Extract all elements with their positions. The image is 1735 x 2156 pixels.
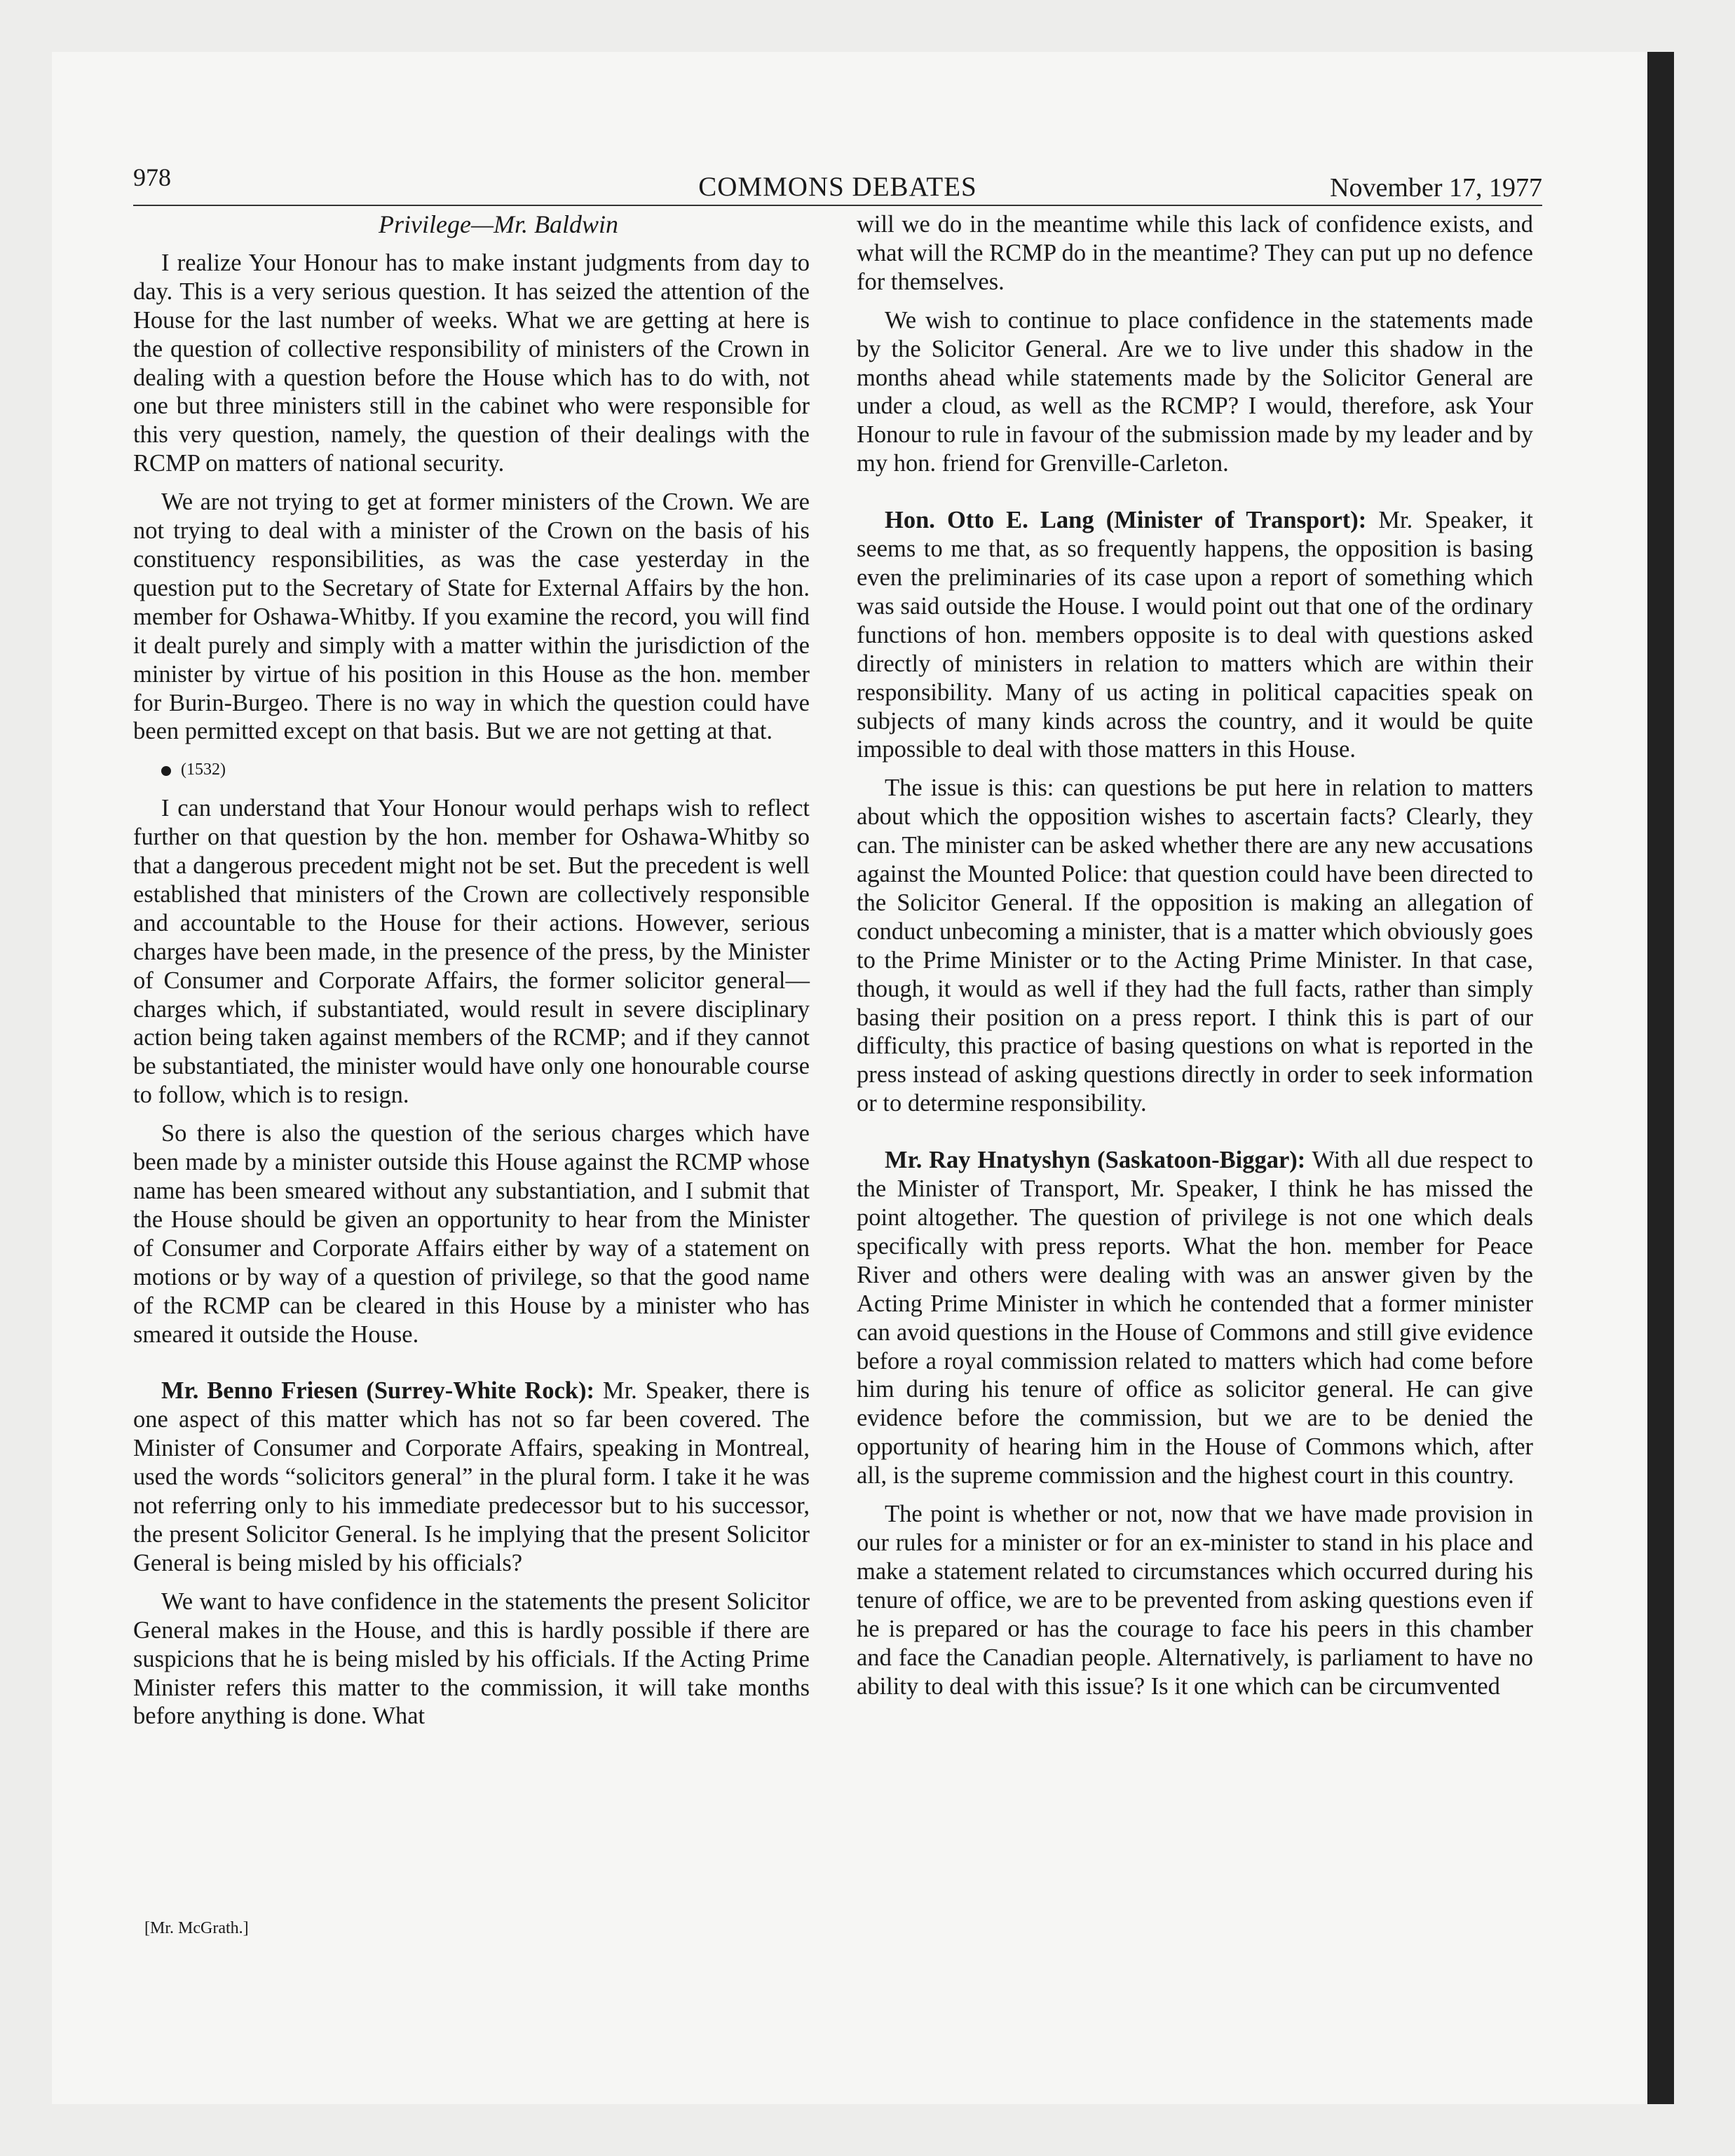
speaker-name: Mr. Benno Friesen (Surrey-White Rock):: [161, 1377, 594, 1405]
paragraph: I realize Your Honour has to make instant judgments from day to day. This is a very serious question. It has seized the attention of the House for the last number of weeks. What we are getting at here is the question of collective responsibility of ministers of the Crown in dealing with a question before the House which has to do with, not one but three ministers still in the cabinet who were responsible for this very question, namely, the question of their dealings with the RCMP on matters of national security.: [133, 249, 810, 477]
timestamp: (1532): [181, 760, 226, 779]
spacer: [857, 488, 1533, 506]
paragraph: So there is also the question of the serious charges which have been made by a minister outside this House against the RCMP whose name has been smeared without any substantiation, and I submit that the House should be given an opportunity to hear from the Minister of Consumer and Corporate Affairs either by way of a statement on motions or by way of a question of privilege, so that the good name of the RCMP can be cleared in this House by a minister who has smeared it outside the House.: [133, 1120, 810, 1348]
paragraph: The point is whether or not, now that we have made provision in our rules for a minister or for an ex-minister to stand in his place and make a statement related to circumstances which occurred during his tenure of office, we are to be prevented from asking questions even if he is prepared or has the courage to face his peers in this chamber and face the Canadian people. Alternatively, is parliament to have no ability to deal with this issue? Is it one which can be circumvented: [857, 1501, 1533, 1700]
footnote: [Mr. McGrath.]: [144, 1919, 249, 1937]
timestamp-marker: [133, 756, 810, 784]
paragraph: We are not trying to get at former ministers of the Crown. We are not trying to deal with a minister of the Crown on the basis of his constituency responsibilities, as was the case yesterday in the question put to the Secretary of State for External Affairs by the hon. member for Oshawa-Whitby. If you examine the record, you will find it dealt purely and simply with a matter within the jurisdiction of the minister by virtue of his position in this House as the hon. member for Burin-Burgeo. There is no way in which the question could have been permitted except on that basis. But we are not getting at that.: [133, 489, 810, 745]
spacer: [133, 1358, 810, 1377]
journal-title: COMMONS DEBATES: [698, 172, 977, 202]
left-column: [133, 210, 810, 1740]
speech-text: Mr. Speaker, it seems to me that, as so frequently happens, the opposition is basing even the preliminaries of its case upon a report of something which was said outside the House. I would point out that one of the ordinary functions of hon. members opposite is to deal with questions asked directly of ministers in relation to matters which are within their responsibility. Many of us acting in political capacities speak on subjects of many kinds across the country, and it would be quite impossible to deal with those matters in this House.: [857, 507, 1533, 763]
spacer: [857, 1128, 1533, 1146]
speech-paragraph: [857, 1146, 1533, 1490]
right-column: [857, 210, 1533, 1710]
paragraph: I can understand that Your Honour would perhaps wish to reflect further on that question by the hon. member for Oshawa-Whitby so that a dangerous precedent might not be set. But the precedent is well established that ministers of the Crown are collectively responsible and accountable to the House for their actions. However, serious charges have been made, in the presence of the press, by the Minister of Consumer and Corporate Affairs, the former solicitor general— charges which, if substantiated, would result in severe disciplinary action being taken against members of the RCMP; and if they cannot be substantiated, the minister would have only one honourable course to follow, which is to resign.: [133, 795, 810, 1109]
header-date: November 17, 1977: [1330, 173, 1542, 203]
paragraph: We want to have confidence in the statements the present Solicitor General makes in the House, and this is hardly possible if there are suspicions that he is being misled by his officials. If the Acting Prime Minister refers this matter to the commission, it will take months before anything is done. What: [133, 1588, 810, 1730]
paragraph: will we do in the meantime while this lack of confidence exists, and what will the RCMP do in the meantime? They can put up no defence for themselves.: [857, 211, 1533, 295]
speech-paragraph: [857, 506, 1533, 764]
speaker-name: Hon. Otto E. Lang (Minister of Transport):: [885, 507, 1367, 534]
speech-paragraph: [133, 1377, 810, 1577]
section-subtitle: Privilege—Mr. Baldwin: [379, 210, 618, 238]
scan-edge-bar: [1647, 52, 1674, 2104]
paragraph: We wish to continue to place confidence in the statements made by the Solicitor General. Are we to live under this shadow in the months ahead while statements made by the Solicitor General are under a cloud, as well as the RCMP? I would, therefore, ask Your Honour to rule in favour of the submission made by my leader and by my hon. friend for Grenville-Carleton.: [857, 306, 1533, 477]
page-header: [133, 163, 1542, 206]
speech-text: Mr. Speaker, there is one aspect of this matter which has not so far been covered. The Minister of Consumer and Corporate Affairs, speaking in Montreal, used the words “solicitors general” in the plural form. I take it he was not referring only to his immediate predecessor but to his successor, the present Solicitor General. Is he implying that the present Solicitor General is being misled by his officials?: [133, 1377, 810, 1576]
paragraph: The issue is this: can questions be put here in relation to matters about which the opposition wishes to ascertain facts? Clearly, they can. The minister can be asked whether there are any new accusations against the Mounted Police: that question could have been directed to the Solicitor General. If the opposition is making an allegation of conduct unbecoming a minister, that is a matter which obviously goes to the Prime Minister or to the Acting Prime Minister. In that case, though, it would as well if they had the full facts, rather than simply basing their position on a press report. I think this is part of our difficulty, this practice of basing questions on what is reported in the press instead of asking questions directly in order to seek information or to determine responsibility.: [857, 775, 1533, 1117]
bullet-dot-icon: [161, 766, 171, 776]
speech-text: With all due respect to the Minister of Transport, Mr. Speaker, I think he has missed the point altogether. The question of privilege is not one which deals specifically with press reports. What the hon. member for Peace River and others were dealing with was an answer given by the Acting Prime Minister in which he contended that a former minister can avoid questions in the House of Commons and still give evidence before a royal commission related to matters which had come before him during his tenure of office as solicitor general. He can give evidence before the commission, but we are to be denied the opportunity of hearing him in the House of Commons which, after all, is the supreme commission and the highest court in this country.: [857, 1147, 1533, 1489]
page-number: 978: [133, 163, 171, 191]
speaker-name: Mr. Ray Hnatyshyn (Saskatoon-Biggar):: [885, 1147, 1306, 1174]
